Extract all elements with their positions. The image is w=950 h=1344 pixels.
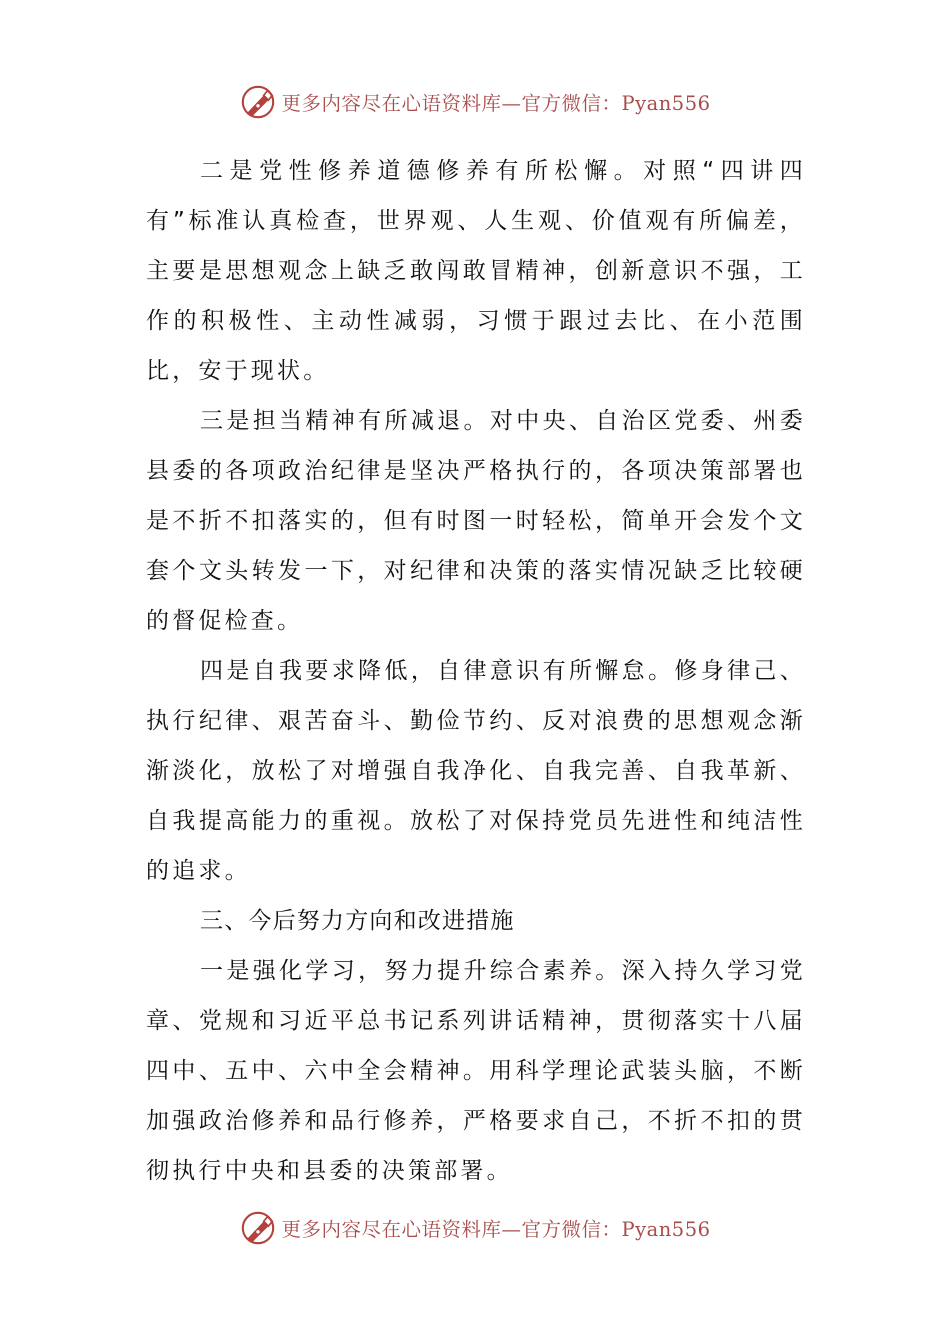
paragraph: 三是担当精神有所减退。对中央、自治区党委、州委县委的各项政治纪律是坚决严格执行的，各项决策部署也是不折不扣落实的，但有时图一时轻松，简单开会发个文套个文头转发一下，对纪律和决策的落实情况缺乏比较硬的督促检查。 [146, 408, 806, 634]
paragraph: 四是自我要求降低，自律意识有所懈怠。修身律己、执行纪律、艰苦奋斗、勤俭节约、反对浪费的思想观念渐渐淡化，放松了对增强自我净化、自我完善、自我革新、自我提高能力的重视。放松了对保持党员先进性和纯洁性的追求。 [146, 658, 806, 884]
header-banner [0, 82, 950, 122]
pen-nib-icon [239, 83, 277, 121]
footer-banner-text: 更多内容尽在心语资料库—官方微信：Pyan556 [281, 1218, 711, 1241]
paragraph: 二是党性修养道德修养有所松懈。对照“四讲四有”标准认真检查，世界观、人生观、价值观有所偏差，主要是思想观念上缺乏敢闯敢冒精神，创新意识不强，工作的积极性、主动性减弱，习惯于跟过去比、在小范围比，安于现状。 [146, 158, 806, 384]
footer-banner [0, 1208, 950, 1248]
pen-nib-icon [239, 1209, 277, 1247]
paragraph: 一是强化学习，努力提升综合素养。深入持久学习党章、党规和习近平总书记系列讲话精神，贯彻落实十八届四中、五中、六中全会精神。用科学理论武装头脑，不断加强政治修养和品行修养，严格要求自己，不折不扣的贯彻执行中央和县委的决策部署。 [146, 958, 806, 1184]
document-body [146, 146, 806, 1196]
section-heading: 三、今后努力方向和改进措施 [200, 908, 515, 934]
header-banner-text: 更多内容尽在心语资料库—官方微信：Pyan556 [281, 92, 711, 115]
